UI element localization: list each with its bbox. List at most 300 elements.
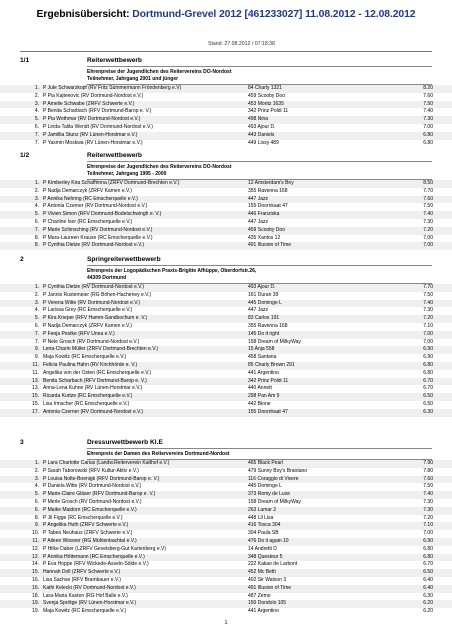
score-cell: 6.90 bbox=[423, 537, 433, 544]
score-cell: 7.10 bbox=[423, 522, 433, 529]
score-cell: 7.30 bbox=[423, 116, 433, 123]
section-subtitle: Ehrenpreis der Damen des Reitervereins Dortmund-Nordost bbox=[87, 451, 230, 457]
rider-cell bbox=[43, 354, 126, 362]
horse-cell: 158 Dream of MilkyWay bbox=[248, 338, 301, 345]
rider-name: Hilke Daber (LZRFV Gevelsberg-Gut Kartenberg e.V) bbox=[47, 545, 167, 552]
section-divider bbox=[87, 161, 432, 162]
table-row bbox=[0, 346, 452, 354]
score-cell: 7.20 bbox=[423, 226, 433, 233]
rider-name: Tabea Neuhaus (ZRFV Schwerte e.V.) bbox=[47, 530, 133, 537]
results-table bbox=[0, 284, 452, 417]
horse-cell: 447 Jazz bbox=[248, 307, 269, 314]
rider-cell bbox=[43, 292, 151, 300]
horse-cell: 155 Doornkaat 47 bbox=[248, 203, 288, 210]
rider-name: Ricarda Kurtze (RC Emscherquelle e.V.) bbox=[43, 393, 133, 400]
score-cell: 7.70 bbox=[423, 187, 433, 194]
rider-name: Aileen Wissner (RG Mühlenbachtal e.V.) bbox=[47, 537, 137, 544]
rank-cell: 4. bbox=[34, 307, 39, 314]
rider-name: Jamillia Stunz (RV Lünen-Horstmar e.V.) bbox=[47, 131, 138, 138]
table-row bbox=[0, 554, 452, 562]
rank-cell: 9. bbox=[34, 354, 39, 361]
results-table bbox=[0, 85, 452, 147]
rider-name: Anna-Lena Kuhne (RV Lünen-Horstmar e.V.) bbox=[43, 385, 143, 392]
rank-cell: 1. bbox=[34, 284, 39, 290]
rider-cell bbox=[43, 307, 132, 315]
rank-cell: 11. bbox=[32, 369, 39, 376]
score-cell: 6.50 bbox=[423, 400, 433, 407]
rank-cell: 7. bbox=[34, 139, 39, 146]
rank-cell: 16. bbox=[32, 584, 39, 591]
rider-cell bbox=[43, 600, 136, 608]
score-cell: 7.40 bbox=[423, 491, 433, 498]
horse-cell: 447 Jazz bbox=[248, 218, 269, 225]
page-number: 1 bbox=[224, 620, 228, 626]
table-row bbox=[0, 211, 452, 219]
rank-cell: 19. bbox=[32, 608, 39, 615]
results-table bbox=[0, 180, 452, 250]
horse-cell: 453 Moritz 1635 bbox=[248, 100, 284, 107]
horse-cell: 459 Scooby Doo bbox=[248, 226, 285, 233]
table-row bbox=[0, 235, 452, 243]
rider-name: Kathi Kelecki (RV Dortmund-Nordost e.V.) bbox=[43, 584, 136, 591]
rank-cell: 13. bbox=[32, 377, 39, 384]
table-row bbox=[0, 354, 452, 362]
rider-name: Felicia Paulina Hahn (RV Kirchhörde e. V.) bbox=[43, 361, 138, 368]
rider-cell bbox=[43, 331, 115, 339]
rank-cell: 15. bbox=[32, 393, 39, 400]
score-cell: 6.20 bbox=[423, 608, 433, 615]
table-row bbox=[0, 93, 452, 101]
rank-cell: 7. bbox=[34, 226, 39, 233]
rank-cell: 7. bbox=[34, 338, 39, 345]
section-title: Dressurwettbewerb Kl.E bbox=[87, 439, 163, 446]
rider-cell bbox=[43, 468, 139, 476]
rider-cell bbox=[43, 460, 169, 468]
horse-cell: 83 Carlos 191 bbox=[248, 315, 280, 322]
rider-name: Eva Hoppe (RFV Wickede-Asseln-Sölde e.V.) bbox=[47, 561, 149, 568]
rider-name: Louisa Nolte-Boenigk (RFV Dortmund-Barop e. V.) bbox=[47, 475, 160, 482]
rider-name: Fenja Pestke (RFV Unna e.V.) bbox=[47, 330, 115, 337]
rider-cell bbox=[43, 476, 159, 484]
placing-marker: P bbox=[43, 483, 47, 490]
horse-cell: 449 Lissy 489 bbox=[248, 139, 279, 146]
placing-marker: P bbox=[43, 195, 47, 202]
table-row bbox=[0, 227, 452, 235]
rider-cell bbox=[43, 515, 122, 523]
score-cell: 7.30 bbox=[423, 218, 433, 225]
rank-cell: 13. bbox=[32, 385, 39, 392]
horse-cell: 445 Dominge L bbox=[248, 299, 282, 306]
table-row bbox=[0, 370, 452, 378]
section-subtitle: Ehrenpreise der Jugendlichen des Reitervereins DO-Nordost bbox=[87, 164, 232, 170]
table-row bbox=[0, 409, 452, 417]
rank-cell: 6. bbox=[34, 218, 39, 225]
horse-cell: 476 Do it again 10 bbox=[248, 537, 289, 544]
horse-cell: 298 Pan Am 9 bbox=[248, 393, 280, 400]
rider-name: Antonia Czerner (RV Dortmund-Nordost e.V.) bbox=[47, 203, 148, 210]
rank-cell: 16. bbox=[32, 576, 39, 583]
score-cell: 7.20 bbox=[423, 315, 433, 322]
score-cell: 7.10 bbox=[423, 322, 433, 329]
rider-cell bbox=[43, 242, 144, 250]
table-row bbox=[0, 476, 452, 484]
score-cell: 7.40 bbox=[423, 108, 433, 115]
table-row bbox=[0, 507, 452, 515]
rank-cell: 4. bbox=[34, 108, 39, 115]
rider-cell bbox=[43, 211, 161, 219]
score-cell: 7.50 bbox=[423, 100, 433, 107]
table-row bbox=[0, 339, 452, 347]
section-title: Reiterwettbewerb bbox=[87, 57, 142, 64]
rider-cell bbox=[43, 378, 147, 386]
rider-cell bbox=[43, 203, 147, 211]
placing-marker: P bbox=[43, 553, 47, 560]
score-cell: 6.40 bbox=[423, 584, 433, 591]
rank-cell: 1. bbox=[34, 460, 39, 466]
horse-cell: 145 Do it right bbox=[248, 330, 280, 337]
table-row bbox=[0, 284, 452, 292]
rank-cell: 15. bbox=[32, 400, 39, 407]
rider-cell bbox=[43, 132, 137, 140]
table-row bbox=[0, 362, 452, 370]
placing-marker: P bbox=[43, 131, 47, 138]
score-cell: 7.60 bbox=[423, 195, 433, 202]
table-row bbox=[0, 292, 452, 300]
section-number: 3 bbox=[20, 439, 24, 446]
table-row bbox=[0, 561, 452, 569]
horse-cell: 493 Ajour D. bbox=[248, 123, 276, 130]
horse-cell: 443 Daniels bbox=[248, 131, 275, 138]
placing-marker: P bbox=[43, 139, 47, 146]
placing-marker: P bbox=[43, 498, 47, 505]
rider-name: Yasmin Moskwa (RV Lünen-Horstmar e.V.) bbox=[47, 139, 143, 146]
horse-cell: 342 Prinz Poldi 11 bbox=[248, 108, 289, 115]
rider-cell bbox=[43, 393, 132, 401]
title-event: Dortmund-Grevel 2012 [461233027] bbox=[132, 9, 303, 20]
placing-marker: P bbox=[43, 242, 47, 249]
rank-cell: 3. bbox=[34, 100, 39, 107]
placing-marker: P bbox=[43, 203, 47, 210]
placing-marker: P bbox=[43, 299, 47, 306]
section-number: 1/2 bbox=[20, 152, 30, 159]
rider-name: Nele Grosch (RV Dortmund-Nordost e.V.) bbox=[47, 338, 140, 345]
horse-cell: 441 Argentino bbox=[248, 369, 279, 376]
table-row bbox=[0, 538, 452, 546]
table-row bbox=[0, 378, 452, 386]
rider-name: Cynthia Dietze (RV Dortmund-Nordost e.V.) bbox=[47, 284, 145, 290]
table-row bbox=[0, 323, 452, 331]
results-table bbox=[0, 460, 452, 616]
title-dates: 11.08.2012 - 12.08.2012 bbox=[302, 9, 416, 20]
rider-name: Lena-Charin Müller (ZRFV Dortmund-Brechten e.V.) bbox=[43, 346, 159, 353]
horse-cell: 452 Mc Beth bbox=[248, 569, 277, 576]
rider-cell bbox=[43, 370, 151, 378]
placing-marker: P bbox=[43, 537, 47, 544]
table-row bbox=[0, 315, 452, 323]
table-row bbox=[0, 401, 452, 409]
score-cell: 6.80 bbox=[423, 361, 433, 368]
rider-name: Nadja Demarczyk (ZRFV Kamen e.V.) bbox=[47, 322, 132, 329]
table-row bbox=[0, 116, 452, 124]
horse-cell: 355 Ravenna 168 bbox=[248, 187, 288, 194]
rider-cell bbox=[43, 227, 152, 235]
rider-name: Benita Scharbach (RFV Dortmund-Barop e. V.) bbox=[43, 377, 147, 384]
rank-cell: 2. bbox=[34, 467, 39, 474]
placing-marker: P bbox=[43, 234, 47, 241]
horse-cell: 12 Amsterdam's Boy bbox=[248, 180, 294, 186]
rider-cell bbox=[43, 124, 153, 132]
horse-cell: 442 Bione bbox=[248, 400, 271, 407]
rider-name: Marie Schinsching (RV Dortmund-Nordost e.V.) bbox=[47, 226, 153, 233]
rank-cell: 6. bbox=[34, 498, 39, 505]
rank-cell: 4. bbox=[34, 483, 39, 490]
score-cell: 6.90 bbox=[423, 354, 433, 361]
rank-cell: 6. bbox=[34, 322, 39, 329]
horse-cell: 342 Prinz Poldi 11 bbox=[248, 377, 289, 384]
rider-cell bbox=[43, 93, 143, 101]
rider-cell bbox=[43, 300, 140, 308]
table-row bbox=[0, 468, 452, 476]
rider-cell bbox=[43, 339, 139, 347]
rank-cell: 5. bbox=[34, 116, 39, 123]
rider-name: Antonia Czerner (RV Dortmund-Nordost e.V.) bbox=[43, 408, 144, 415]
rider-cell bbox=[43, 409, 143, 417]
rider-cell bbox=[43, 362, 137, 370]
horse-cell: 14 Andretti D bbox=[248, 545, 277, 552]
section-title: Springreiterwettbewerb bbox=[87, 256, 161, 263]
placing-marker: P bbox=[43, 330, 47, 337]
rider-name: Vivien Simon (RFV Dortmund-Bodelschwingh e. V.) bbox=[47, 211, 162, 218]
rider-name: Mara-Laureen Krause (RC Emscherquelle e.V.) bbox=[47, 234, 153, 241]
score-cell: 8.50 bbox=[423, 180, 433, 186]
rider-cell bbox=[43, 284, 144, 292]
rank-cell: 2. bbox=[34, 291, 39, 298]
table-row bbox=[0, 393, 452, 401]
table-row bbox=[0, 460, 452, 468]
rank-cell: 8. bbox=[34, 514, 39, 521]
table-row bbox=[0, 608, 452, 616]
score-cell: 6.50 bbox=[423, 393, 433, 400]
horse-cell: 15 Anja 558 bbox=[248, 346, 275, 353]
horse-cell: 85 Charly Brown 291 bbox=[248, 361, 295, 368]
rank-cell: 7. bbox=[34, 131, 39, 138]
rank-cell: 15. bbox=[32, 569, 39, 576]
rank-cell: 1. bbox=[34, 85, 39, 91]
section-subtitle: Teilnehmer, Jahrgang 2001 und jünger bbox=[87, 76, 179, 82]
score-cell: 7.00 bbox=[423, 530, 433, 537]
rider-name: Kimberley Kira Schaffrinna (ZRFV Dortmund-Brechten e.V.) bbox=[47, 180, 180, 186]
table-row bbox=[0, 85, 452, 93]
stand-timestamp: Stand: 27.08.2012 / 07:18:38 bbox=[208, 41, 275, 47]
score-cell: 6.80 bbox=[423, 369, 433, 376]
placing-marker: P bbox=[43, 187, 47, 194]
placing-marker: P bbox=[43, 307, 47, 314]
section-subtitle: Teilnehmer, Jahrgang 1995 - 2000 bbox=[87, 171, 167, 177]
placing-marker: P bbox=[43, 123, 47, 130]
rider-cell bbox=[43, 593, 128, 601]
rank-cell: 5. bbox=[34, 491, 39, 498]
score-cell: 6.30 bbox=[423, 592, 433, 599]
rider-name: Lisa Irmscher (RC Emscherquelle e.V.) bbox=[43, 400, 130, 407]
table-row bbox=[0, 530, 452, 538]
rider-name: Marie-Claire Gläser (RFV Dortmund-Barop e. V.) bbox=[47, 491, 156, 498]
rider-name: Nadja Demarczyk (ZRFV Kamen e.V.) bbox=[47, 187, 132, 194]
horse-cell: 498 Nina bbox=[248, 116, 269, 123]
rider-cell bbox=[43, 401, 129, 409]
rank-cell: 14. bbox=[32, 561, 39, 568]
rider-name: Angelika von der Osten (RC Emscherquelle e.V.) bbox=[43, 369, 152, 376]
rank-cell: 5. bbox=[34, 211, 39, 218]
table-row bbox=[0, 546, 452, 554]
rank-cell: 1. bbox=[34, 180, 39, 186]
placing-marker: P bbox=[43, 92, 47, 99]
rider-name: Angelika Huth (ZRFV Schwerte e.V.) bbox=[47, 522, 129, 529]
rank-cell: 4. bbox=[34, 203, 39, 210]
table-row bbox=[0, 196, 452, 204]
rank-cell: 2. bbox=[34, 187, 39, 194]
rank-cell: 18. bbox=[32, 592, 39, 599]
placing-marker: P bbox=[43, 85, 47, 91]
score-cell: 7.00 bbox=[423, 242, 433, 249]
rider-name: Lisa Sachse (RFV Brambauer e.V.) bbox=[43, 576, 121, 583]
horse-cell: 84 Charly 1321 bbox=[248, 85, 282, 91]
rank-cell: 12. bbox=[32, 553, 39, 560]
table-row bbox=[0, 124, 452, 132]
table-row bbox=[0, 569, 452, 577]
horse-cell: 402 Sir Watson 3 bbox=[248, 576, 287, 583]
horse-cell: 435 Xantos 12 bbox=[248, 234, 281, 241]
horse-cell: 304 Paula SB bbox=[248, 530, 279, 537]
rank-cell: 7. bbox=[34, 330, 39, 337]
placing-marker: P bbox=[43, 116, 47, 123]
rank-cell: 6. bbox=[34, 506, 39, 513]
section-divider bbox=[87, 265, 432, 266]
placing-marker: P bbox=[43, 506, 47, 513]
score-cell: 7.90 bbox=[423, 460, 433, 466]
table-row bbox=[0, 522, 452, 530]
rank-cell: 10. bbox=[32, 530, 39, 537]
score-cell: 7.00 bbox=[423, 330, 433, 337]
horse-cell: 445 Dominge L bbox=[248, 483, 282, 490]
horse-cell: 158 Dream of MilkyWay bbox=[248, 498, 301, 505]
placing-marker: P bbox=[43, 561, 47, 568]
placing-marker: P bbox=[43, 284, 47, 290]
score-cell: 6.80 bbox=[423, 545, 433, 552]
rider-cell bbox=[43, 561, 149, 569]
rider-name: Jannis Rustemeier (RG Böhen-Hacheney e.V.) bbox=[47, 291, 152, 298]
score-cell: 7.30 bbox=[423, 506, 433, 513]
placing-marker: P bbox=[43, 226, 47, 233]
rank-cell: 8. bbox=[34, 234, 39, 241]
rider-cell bbox=[43, 346, 158, 354]
table-row bbox=[0, 108, 452, 116]
score-cell: 6.90 bbox=[423, 346, 433, 353]
table-row bbox=[0, 385, 452, 393]
placing-marker: P bbox=[43, 322, 47, 329]
rank-cell: 2. bbox=[34, 92, 39, 99]
score-cell: 7.80 bbox=[423, 467, 433, 474]
placing-marker: P bbox=[43, 218, 47, 225]
rank-cell: 17. bbox=[32, 408, 39, 415]
rider-name: Larissa Grey (RC Emscherquelle e.V.) bbox=[47, 307, 133, 314]
rider-cell bbox=[43, 585, 136, 593]
table-row bbox=[0, 300, 452, 308]
rider-cell bbox=[43, 180, 179, 188]
table-row bbox=[0, 577, 452, 585]
rider-cell bbox=[43, 323, 132, 331]
horse-cell: 459 Scooby Doo bbox=[248, 92, 285, 99]
horse-cell: 373 Romy de Luxe bbox=[248, 491, 290, 498]
table-row bbox=[0, 585, 452, 593]
rider-name: Annika Nehring (RC Emscherquelle e.V.) bbox=[47, 195, 138, 202]
horse-cell: 491 Illusion of Time bbox=[248, 242, 292, 249]
rider-name: Charline Iser (RC Emscherquelle e.V.) bbox=[47, 218, 133, 225]
rank-cell: 3. bbox=[34, 299, 39, 306]
horse-cell: 465 Black Pearl bbox=[248, 460, 284, 466]
table-row bbox=[0, 203, 452, 211]
horse-cell: 155 Doornkaat 47 bbox=[248, 408, 288, 415]
table-row bbox=[0, 331, 452, 339]
horse-cell: 355 Ravenna 168 bbox=[248, 322, 288, 329]
table-row bbox=[0, 483, 452, 491]
score-cell: 7.30 bbox=[423, 498, 433, 505]
section-number: 2 bbox=[20, 256, 24, 263]
placing-marker: P bbox=[43, 514, 47, 521]
score-cell: 6.80 bbox=[423, 131, 433, 138]
score-cell: 7.60 bbox=[423, 92, 433, 99]
rider-cell bbox=[43, 196, 138, 204]
rank-cell: 6. bbox=[34, 123, 39, 130]
rider-name: Svenja Sprötge (RV Lünen-Horstmar e.V.) bbox=[43, 600, 137, 607]
horse-cell: 446 Franziska bbox=[248, 211, 280, 218]
rank-cell: 8. bbox=[34, 242, 39, 249]
rider-name: Maike Maidorn (RC Emscherquelle e.V.) bbox=[47, 506, 137, 513]
score-cell: 7.40 bbox=[423, 211, 433, 218]
rank-cell: 19. bbox=[32, 600, 39, 607]
table-row bbox=[0, 242, 452, 250]
rider-cell bbox=[43, 522, 128, 530]
rider-cell bbox=[43, 577, 121, 585]
section-divider bbox=[87, 66, 432, 67]
score-cell: 7.40 bbox=[423, 299, 433, 306]
rider-cell bbox=[43, 101, 134, 109]
rider-cell bbox=[43, 219, 132, 227]
placing-marker: P bbox=[43, 491, 47, 498]
placing-marker: P bbox=[43, 180, 47, 186]
horse-cell: 458 Santana bbox=[248, 354, 277, 361]
score-cell: 7.00 bbox=[423, 234, 433, 241]
horse-cell: 161 Duran 39 bbox=[248, 291, 279, 298]
table-row bbox=[0, 132, 452, 140]
rider-cell bbox=[43, 85, 181, 93]
score-cell: 7.60 bbox=[423, 475, 433, 482]
rider-name: Amelie Schwabe (ZRFV Schwerte e.V.) bbox=[47, 100, 135, 107]
table-row bbox=[0, 180, 452, 188]
table-row bbox=[0, 499, 452, 507]
section-subtitle: 44309 Dortmund bbox=[87, 275, 127, 281]
placing-marker: P bbox=[43, 100, 47, 107]
rider-cell bbox=[43, 140, 143, 148]
section-title: Reiterwettbewerb bbox=[87, 152, 142, 159]
rank-cell: 9. bbox=[34, 346, 39, 353]
rider-name: Pia Wothmar (RV Dortmund-Nordost e.V.) bbox=[47, 116, 141, 123]
rider-name: Benita Scharbach (RFV Dortmund-Barop e. V.) bbox=[47, 108, 152, 115]
score-cell: 6.70 bbox=[423, 377, 433, 384]
rider-cell bbox=[43, 538, 137, 546]
score-cell: 6.20 bbox=[423, 600, 433, 607]
rider-name: Lara Charlotte Carius (Landw.Reiterverein Kalthof e.V.) bbox=[47, 460, 170, 466]
rider-name: Daniela Witte (RV Dortmund-Nordost e.V.) bbox=[47, 483, 142, 490]
